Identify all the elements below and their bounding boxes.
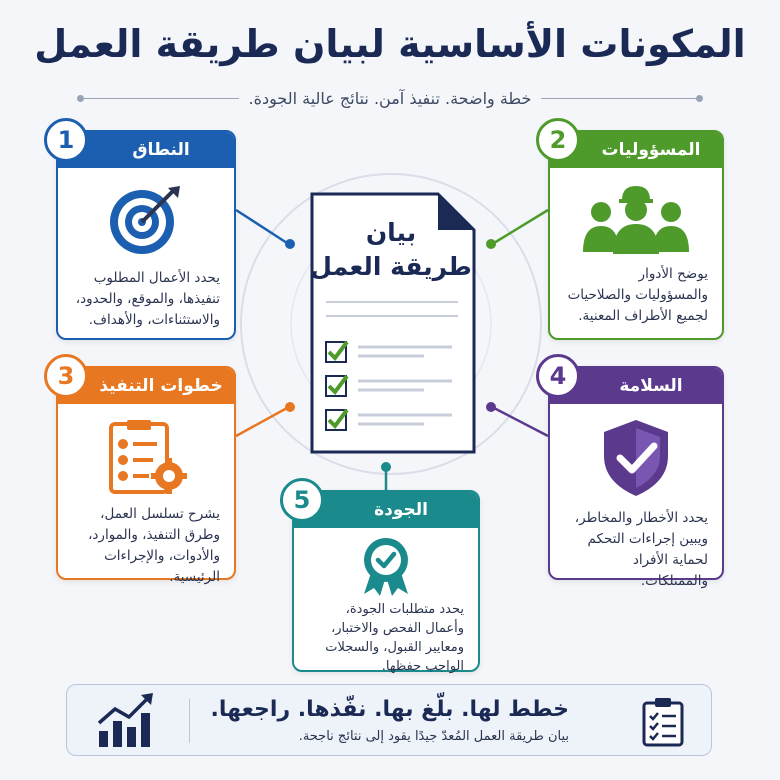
connector-dot-4 [486,402,496,412]
card-execution-steps-title: خطوات التنفيذ [58,368,234,404]
growth-chart-icon [95,693,157,753]
page-title: المكونات الأساسية لبيان طريقة العمل [34,22,746,66]
card-safety [548,362,724,589]
connector-1 [236,210,287,243]
card-responsibilities-title: المسؤوليات [550,132,722,168]
card-quality [292,486,480,674]
connector-dot-5 [381,462,391,472]
quality-badge-icon [294,536,478,596]
card-responsibilities-desc: يوضح الأدوار والمسؤوليات والصلاحيات لجميع الأطراف المعنية. [567,266,708,324]
card-scope-desc: يحدد الأعمال المطلوب تنفيذها، والموقع، والحدود، والاستثناءات، والأهداف. [75,270,220,328]
card-scope-number: 1 [44,118,88,162]
card-execution-steps-desc: يشرح تسلسل العمل، وطرق التنفيذ، والموارد، والأدوات، والإجراءات الرئيسية. [88,506,220,585]
card-quality-title: الجودة [294,492,478,528]
card-safety-title: السلامة [550,368,722,404]
shield-check-icon [550,418,722,498]
card-responsibilities-number: 2 [536,118,580,162]
card-responsibilities [548,126,724,340]
connector-2 [494,210,548,243]
card-execution-steps [56,362,236,585]
banner-tagline: بيان طريقة العمل المُعدّ جيدًا يقود إلى نتائج ناجحة. [298,729,569,744]
connector-dot-3 [285,402,295,412]
card-safety-desc: يحدد الأخطار والمخاطر، ويبين إجراءات التحكم لحماية الأفراد والممتلكات. [574,510,708,589]
subtitle: خطة واضحة. تنفيذ آمن. نتائج عالية الجودة. [248,88,532,108]
team-icon [550,182,722,254]
bottom-banner [66,684,712,756]
checklist-gear-icon [58,418,234,494]
card-execution-steps-number: 3 [44,354,88,398]
banner-headline: خطط لها. بلّغ بها. نفّذها. راجعها. [210,697,569,722]
banner-separator [189,699,190,743]
card-scope [56,126,236,340]
connector-dot-2 [486,239,496,249]
connector-4 [494,408,548,436]
method-statement-document [304,190,478,458]
card-scope-title: النطاق [58,132,234,168]
connector-dot-1 [285,239,295,249]
connector-3 [236,408,287,436]
card-quality-desc: يحدد متطلبات الجودة، وأعمال الفحص والاختبار، ومعايير القبول، والسجلات الواجب حفظها. [325,602,464,674]
document-title-line2: طريقة العمل [310,252,472,281]
document-title-line1: بيان [365,218,417,247]
card-quality-number: 5 [280,478,324,522]
clipboard-checklist-icon [641,697,685,751]
target-icon [58,182,234,258]
document-title [304,216,478,284]
card-safety-number: 4 [536,354,580,398]
